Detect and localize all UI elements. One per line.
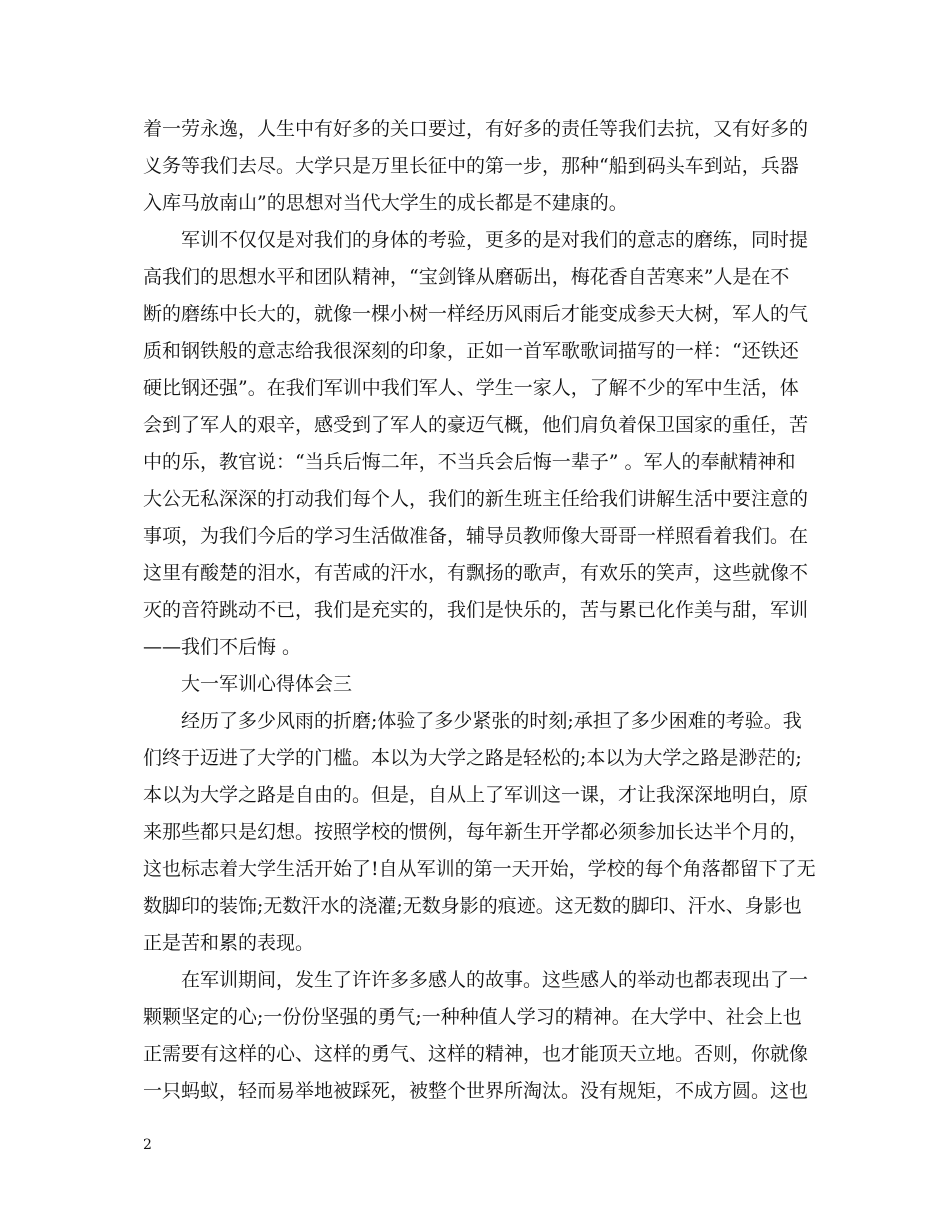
text-line: 数脚印的装饰;无数汗水的浇灌;无数身影的痕迹。这无数的脚印、汗水、身影也 xyxy=(143,895,802,917)
text-line: 入库马放南山”的思想对当代大学生的成长都是不建康的。 xyxy=(143,192,628,214)
text-line: 来那些都只是幻想。按照学校的惯例，每年新生开学都必须参加长达半个月的， xyxy=(143,821,809,843)
text-line: 颗颗坚定的心;一份份坚强的勇气;一种种值人学习的精神。在大学中、社会上也 xyxy=(143,1006,802,1028)
text-line: 会到了军人的艰辛，感受到了军人的豪迈气概，他们肩负着保卫国家的重任，苦 xyxy=(143,414,809,436)
text-line: 大公无私深深的打动我们每个人，我们的新生班主任给我们讲解生活中要注意的 xyxy=(143,488,809,510)
text-line: 这也标志着大学生活开始了!自从军训的第一天开始，学校的每个角落都留下了无 xyxy=(143,858,816,880)
page-number: 2 xyxy=(143,1137,152,1153)
text-line: 正需要有这样的心、这样的勇气、这样的精神，也才能顶天立地。否则，你就像 xyxy=(143,1043,809,1065)
paragraph-start-line: 在军训期间，发生了许许多多感人的故事。这些感人的举动也都表现出了一 xyxy=(181,969,809,991)
text-line: 着一劳永逸，人生中有好多的关口要过，有好多的责任等我们去抗，又有好多的 xyxy=(143,118,809,140)
text-line: 义务等我们去尽。大学只是万里长征中的第一步，那种“船到码头车到站，兵器 xyxy=(143,155,799,177)
section-heading: 大一军训心得体会三 xyxy=(181,673,353,695)
text-line: 灭的音符跳动不已，我们是充实的，我们是快乐的，苦与累已化作美与甜，军训 xyxy=(143,599,809,621)
body-text xyxy=(143,111,816,1110)
text-line: 事项，为我们今后的学习生活做准备，辅导员教师像大哥哥一样照看着我们。在 xyxy=(143,525,809,547)
text-line: 正是苦和累的表现。 xyxy=(143,932,315,954)
text-line: 一只蚂蚁，轻而易举地被踩死，被整个世界所淘汰。没有规矩，不成方圆。这也 xyxy=(143,1080,809,1102)
text-line: 这里有酸楚的泪水，有苦咸的汗水，有飘扬的歌声，有欢乐的笑声，这些就像不 xyxy=(143,562,809,584)
text-line: 断的磨练中长大的，就像一棵小树一样经历风雨后才能变成参天大树，军人的气 xyxy=(143,303,809,325)
text-line: 本以为大学之路是自由的。但是，自从上了军训这一课，才让我深深地明白，原 xyxy=(143,784,809,806)
paragraph-start-line: 军训不仅仅是对我们的身体的考验，更多的是对我们的意志的磨练，同时提 xyxy=(181,229,809,251)
text-line: 高我们的思想水平和团队精神，“宝剑锋从磨砺出，梅花香自苦寒来”人是在不 xyxy=(143,266,790,288)
text-line: 中的乐，教官说：“当兵后悔二年，不当兵会后悔一辈子” 。军人的奉献精神和 xyxy=(143,451,796,473)
text-line: 们终于迈进了大学的门槛。本以为大学之路是轻松的;本以为大学之路是渺茫的; xyxy=(143,747,802,769)
paragraph-start-line: 经历了多少风雨的折磨;体验了多少紧张的时刻;承担了多少困难的考验。我 xyxy=(181,710,802,732)
text-line: ——我们不后悔 。 xyxy=(143,636,302,658)
text-line: 硬比钢还强”。在我们军训中我们军人、学生一家人，了解不少的军中生活，体 xyxy=(143,377,799,399)
text-line: 质和钢铁般的意志给我很深刻的印象，正如一首军歌歌词描写的一样：“还铁还 xyxy=(143,340,799,362)
